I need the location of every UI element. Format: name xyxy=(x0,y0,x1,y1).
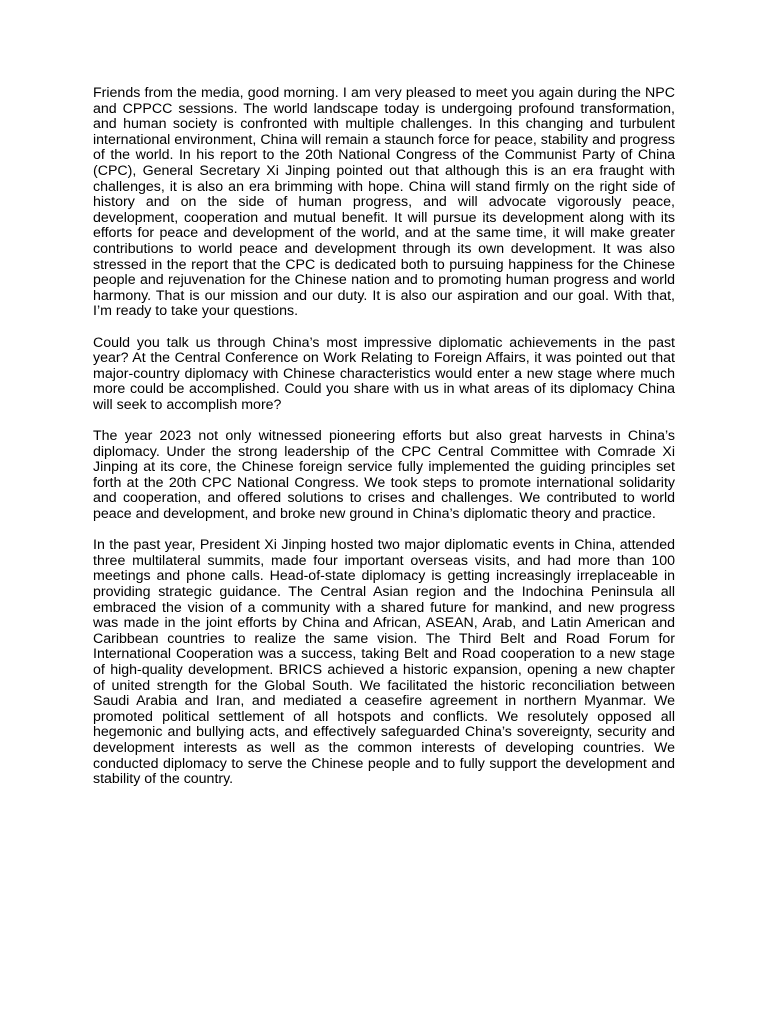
document-page xyxy=(93,86,675,788)
paragraph-opening-remarks: Friends from the media, good morning. I am very pleased to meet you again during the NPC and CPPCC sessions. The world landscape today is undergoing profound transformation, and human society is confronted with multiple challenges. In this changing and turbulent international environment, China will remain a staunch force for peace, stability and progress of the world. In his report to the 20th National Congress of the Communist Party of China (CPC), General Secretary Xi Jinping pointed out that although this is an era fraught with challenges, it is also an era brimming with hope. China will stand firmly on the right side of history and on the side of human progress, and will advocate vigorously peace, development, cooperation and mutual benefit. It will pursue its development along with its efforts for peace and development of the world, and at the same time, it will make greater contributions to world peace and development through its own development. It was also stressed in the report that the CPC is dedicated both to pursuing happiness for the Chinese people and rejuvenation for the Chinese nation and to promoting human progress and world harmony. That is our mission and our duty. It is also our aspiration and our goal. With that, I’m ready to take your questions. xyxy=(93,85,675,320)
paragraph-answer-overview: The year 2023 not only witnessed pioneering efforts but also great harvests in China’s diplomacy. Under the strong leadership of the CPC Central Committee with Comrade Xi Jinping at its core, the Chinese foreign service fully implemented the guiding principles set forth at the 20th CPC National Congress. We took steps to promote international solidarity and cooperation, and offered solutions to crises and challenges. We contributed to world peace and development, and broke new ground in China’s diplomatic theory and practice. xyxy=(93,428,675,523)
paragraph-question: Could you talk us through China’s most impressive diplomatic achievements in the past year? At the Central Conference on Work Relating to Foreign Affairs, it was pointed out that major-country diplomacy with Chinese characteristics would enter a new stage where much more could be accomplished. Could you share with us in what areas of its diplomacy China will seek to accomplish more? xyxy=(93,334,675,413)
paragraph-answer-details: In the past year, President Xi Jinping hosted two major diplomatic events in China, attended three multilateral summits, made four important overseas visits, and had more than 100 meetings and phone calls. Head-of-state diplomacy is getting increasingly irreplaceable in providing strategic guidance. The Central Asian region and the Indochina Peninsula all embraced the vision of a community with a shared future for mankind, and new progress was made in the joint efforts by China and African, ASEAN, Arab, and Latin American and Caribbean countries to realize the same vision. The Third Belt and Road Forum for International Cooperation was a success, taking Belt and Road cooperation to a new stage of high-quality development. BRICS achieved a historic expansion, opening a new chapter of united strength for the Global South. We facilitated the historic reconciliation between Saudi Arabia and Iran, and mediated a ceasefire agreement in northern Myanmar. We promoted political settlement of all hotspots and conflicts. We resolutely opposed all hegemonic and bullying acts, and effectively safeguarded China’s sovereignty, security and development interests as well as the common interests of developing countries. We conducted diplomacy to serve the Chinese people and to fully support the development and stability of the country. xyxy=(93,537,675,788)
